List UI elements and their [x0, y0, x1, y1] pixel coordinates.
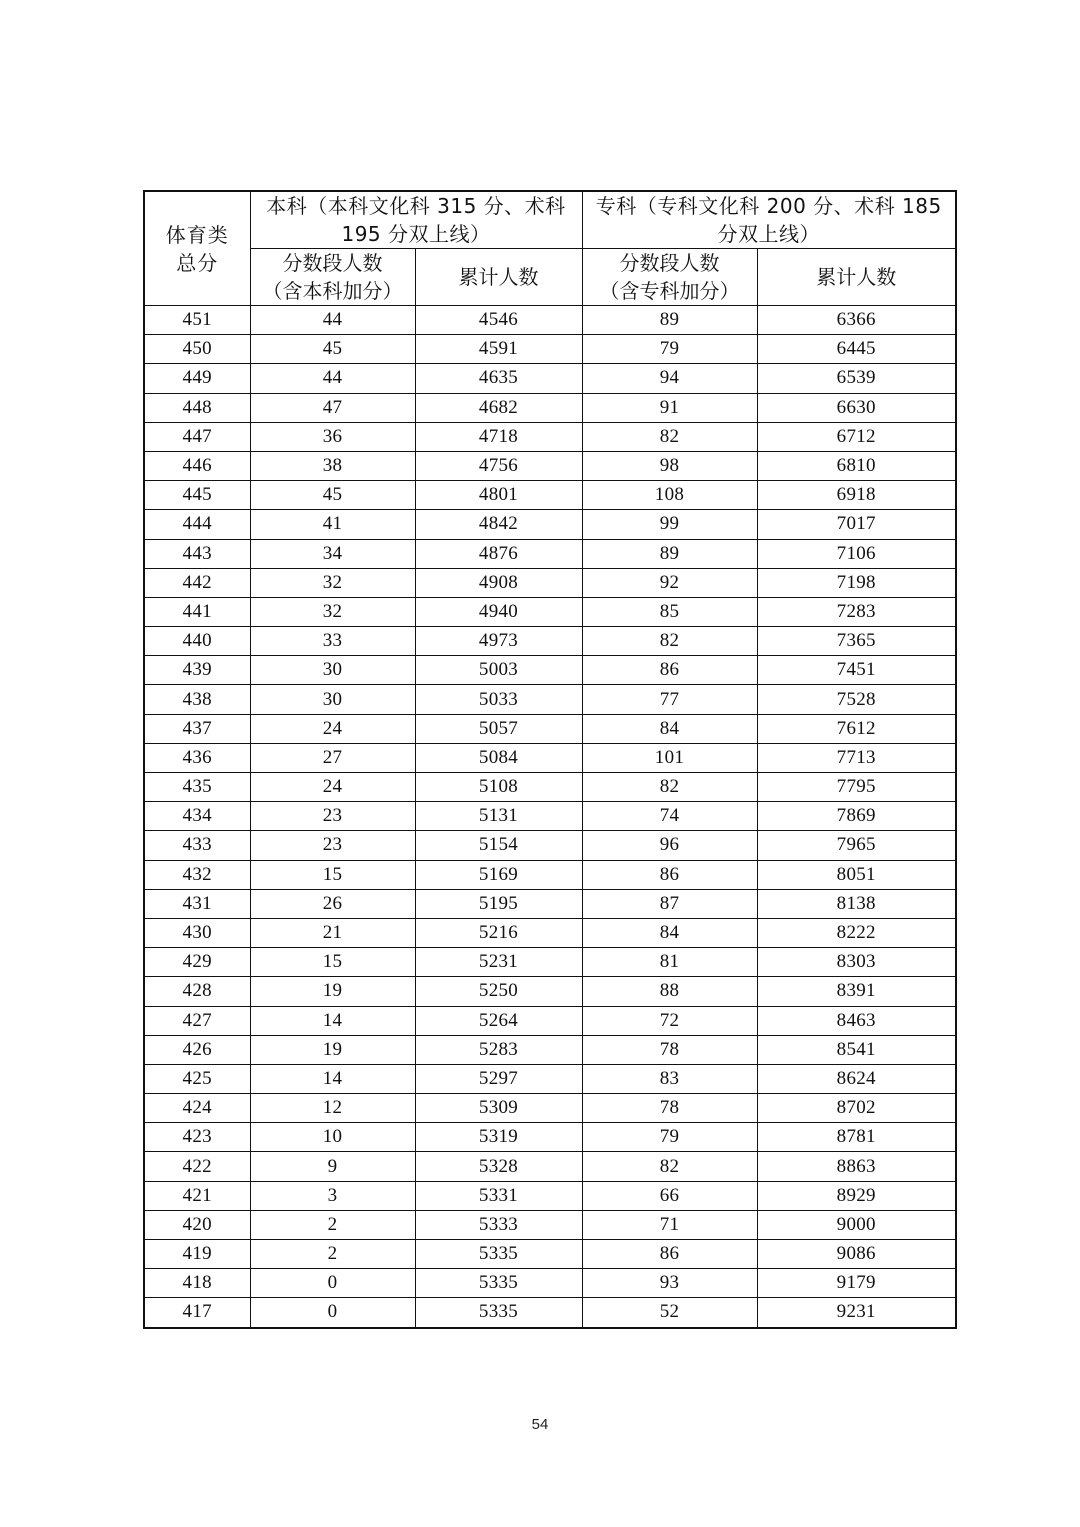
cell-zhuanke-count: 79	[582, 335, 757, 364]
table-row	[144, 656, 956, 685]
cell-zhuanke-count: 101	[582, 743, 757, 772]
cell-zhuanke-count: 87	[582, 889, 757, 918]
cell-benke-cumulative: 5231	[415, 948, 582, 977]
cell-benke-cumulative: 5108	[415, 773, 582, 802]
cell-total-score: 434	[144, 802, 250, 831]
cell-total-score: 440	[144, 627, 250, 656]
cell-zhuanke-count: 52	[582, 1298, 757, 1328]
cell-benke-count: 9	[250, 1152, 415, 1181]
cell-benke-cumulative: 5333	[415, 1210, 582, 1239]
table-body	[144, 306, 956, 1328]
cell-benke-cumulative: 4973	[415, 627, 582, 656]
cell-benke-count: 32	[250, 597, 415, 626]
cell-benke-count: 30	[250, 656, 415, 685]
cell-benke-count: 27	[250, 743, 415, 772]
cell-benke-count: 32	[250, 568, 415, 597]
cell-zhuanke-count: 88	[582, 977, 757, 1006]
cell-benke-cumulative: 5216	[415, 918, 582, 947]
cell-zhuanke-cumulative: 7283	[757, 597, 956, 626]
cell-benke-cumulative: 5331	[415, 1181, 582, 1210]
table-row	[144, 364, 956, 393]
cell-total-score: 421	[144, 1181, 250, 1210]
cell-benke-count: 38	[250, 451, 415, 480]
header-zhuanke-count-line1: 分数段人数	[619, 251, 720, 275]
header-total-score	[144, 191, 250, 306]
cell-zhuanke-count: 78	[582, 1094, 757, 1123]
cell-zhuanke-cumulative: 6630	[757, 393, 956, 422]
table-row	[144, 889, 956, 918]
cell-zhuanke-cumulative: 7965	[757, 831, 956, 860]
cell-zhuanke-cumulative: 7017	[757, 510, 956, 539]
table-row	[144, 714, 956, 743]
cell-benke-count: 24	[250, 714, 415, 743]
cell-total-score: 428	[144, 977, 250, 1006]
cell-zhuanke-cumulative: 7869	[757, 802, 956, 831]
table-row	[144, 568, 956, 597]
cell-benke-count: 45	[250, 335, 415, 364]
table-row	[144, 831, 956, 860]
cell-zhuanke-cumulative: 8624	[757, 1064, 956, 1093]
cell-total-score: 433	[144, 831, 250, 860]
cell-zhuanke-count: 72	[582, 1006, 757, 1035]
cell-benke-count: 2	[250, 1210, 415, 1239]
cell-zhuanke-cumulative: 7198	[757, 568, 956, 597]
cell-benke-count: 36	[250, 422, 415, 451]
cell-zhuanke-cumulative: 8303	[757, 948, 956, 977]
cell-zhuanke-count: 108	[582, 481, 757, 510]
cell-zhuanke-cumulative: 9231	[757, 1298, 956, 1328]
table-row	[144, 1298, 956, 1328]
cell-total-score: 418	[144, 1269, 250, 1298]
cell-total-score: 446	[144, 451, 250, 480]
header-benke-cumulative: 累计人数	[415, 249, 582, 306]
header-benke-group: 本科（本科文化科 315 分、术科 195 分双上线）	[250, 191, 582, 249]
header-zhuanke-count-line2: （含专科加分）	[599, 279, 740, 303]
cell-zhuanke-cumulative: 7451	[757, 656, 956, 685]
cell-zhuanke-count: 96	[582, 831, 757, 860]
cell-benke-cumulative: 4591	[415, 335, 582, 364]
cell-benke-count: 26	[250, 889, 415, 918]
cell-zhuanke-count: 84	[582, 918, 757, 947]
cell-total-score: 451	[144, 306, 250, 335]
table-row	[144, 481, 956, 510]
header-benke-count	[250, 249, 415, 306]
cell-total-score: 432	[144, 860, 250, 889]
cell-zhuanke-cumulative: 8138	[757, 889, 956, 918]
cell-zhuanke-count: 89	[582, 539, 757, 568]
cell-total-score: 422	[144, 1152, 250, 1181]
cell-zhuanke-cumulative: 7528	[757, 685, 956, 714]
cell-zhuanke-cumulative: 6712	[757, 422, 956, 451]
cell-zhuanke-count: 82	[582, 422, 757, 451]
table-row	[144, 685, 956, 714]
cell-zhuanke-cumulative: 6918	[757, 481, 956, 510]
table-row	[144, 627, 956, 656]
cell-benke-cumulative: 5328	[415, 1152, 582, 1181]
cell-benke-count: 21	[250, 918, 415, 947]
cell-zhuanke-count: 86	[582, 860, 757, 889]
header-zhuanke-count	[582, 249, 757, 306]
cell-benke-cumulative: 4908	[415, 568, 582, 597]
table-row	[144, 451, 956, 480]
header-benke-count-line1: 分数段人数	[282, 251, 383, 275]
table-row	[144, 597, 956, 626]
cell-zhuanke-count: 66	[582, 1181, 757, 1210]
cell-benke-count: 0	[250, 1298, 415, 1328]
header-zhuanke-group: 专科（专科文化科 200 分、术科 185 分双上线）	[582, 191, 956, 249]
cell-total-score: 443	[144, 539, 250, 568]
cell-zhuanke-count: 81	[582, 948, 757, 977]
cell-zhuanke-cumulative: 8222	[757, 918, 956, 947]
cell-benke-cumulative: 4940	[415, 597, 582, 626]
cell-zhuanke-cumulative: 7795	[757, 773, 956, 802]
cell-zhuanke-cumulative: 8702	[757, 1094, 956, 1123]
cell-benke-count: 14	[250, 1064, 415, 1093]
cell-total-score: 423	[144, 1123, 250, 1152]
cell-benke-cumulative: 5309	[415, 1094, 582, 1123]
cell-zhuanke-count: 99	[582, 510, 757, 539]
cell-total-score: 448	[144, 393, 250, 422]
header-benke-count-line2: （含本科加分）	[262, 279, 403, 303]
cell-total-score: 441	[144, 597, 250, 626]
cell-total-score: 438	[144, 685, 250, 714]
cell-zhuanke-cumulative: 6810	[757, 451, 956, 480]
cell-zhuanke-cumulative: 8863	[757, 1152, 956, 1181]
cell-zhuanke-count: 92	[582, 568, 757, 597]
header-zhuanke-cumulative: 累计人数	[757, 249, 956, 306]
cell-benke-count: 23	[250, 802, 415, 831]
cell-benke-cumulative: 5335	[415, 1269, 582, 1298]
table-row	[144, 802, 956, 831]
cell-benke-cumulative: 5297	[415, 1064, 582, 1093]
cell-total-score: 425	[144, 1064, 250, 1093]
table-row	[144, 306, 956, 335]
header-total-score-line2: 总分	[176, 250, 219, 275]
cell-benke-count: 30	[250, 685, 415, 714]
cell-benke-cumulative: 5131	[415, 802, 582, 831]
cell-benke-count: 15	[250, 948, 415, 977]
cell-zhuanke-cumulative: 8781	[757, 1123, 956, 1152]
cell-total-score: 426	[144, 1035, 250, 1064]
cell-zhuanke-count: 83	[582, 1064, 757, 1093]
cell-benke-count: 19	[250, 977, 415, 1006]
cell-total-score: 424	[144, 1094, 250, 1123]
table-row	[144, 773, 956, 802]
table-row	[144, 1064, 956, 1093]
cell-benke-count: 3	[250, 1181, 415, 1210]
cell-benke-cumulative: 4842	[415, 510, 582, 539]
cell-benke-count: 24	[250, 773, 415, 802]
table-header	[144, 191, 956, 306]
cell-zhuanke-cumulative: 7612	[757, 714, 956, 743]
cell-benke-cumulative: 4718	[415, 422, 582, 451]
cell-zhuanke-count: 82	[582, 1152, 757, 1181]
cell-zhuanke-count: 78	[582, 1035, 757, 1064]
cell-benke-count: 44	[250, 364, 415, 393]
cell-benke-count: 47	[250, 393, 415, 422]
cell-benke-count: 34	[250, 539, 415, 568]
cell-zhuanke-cumulative: 7365	[757, 627, 956, 656]
cell-benke-cumulative: 5335	[415, 1240, 582, 1269]
cell-total-score: 439	[144, 656, 250, 685]
cell-benke-cumulative: 4801	[415, 481, 582, 510]
table-row	[144, 977, 956, 1006]
cell-total-score: 447	[144, 422, 250, 451]
cell-total-score: 449	[144, 364, 250, 393]
cell-benke-count: 19	[250, 1035, 415, 1064]
cell-zhuanke-count: 82	[582, 773, 757, 802]
cell-benke-count: 44	[250, 306, 415, 335]
cell-zhuanke-cumulative: 7106	[757, 539, 956, 568]
cell-zhuanke-cumulative: 9000	[757, 1210, 956, 1239]
cell-zhuanke-count: 86	[582, 1240, 757, 1269]
table-row	[144, 510, 956, 539]
cell-benke-cumulative: 5195	[415, 889, 582, 918]
cell-total-score: 417	[144, 1298, 250, 1328]
table-row	[144, 335, 956, 364]
cell-zhuanke-cumulative: 6445	[757, 335, 956, 364]
table-row	[144, 1240, 956, 1269]
cell-total-score: 430	[144, 918, 250, 947]
cell-benke-cumulative: 5283	[415, 1035, 582, 1064]
cell-benke-count: 12	[250, 1094, 415, 1123]
cell-benke-cumulative: 4756	[415, 451, 582, 480]
cell-zhuanke-cumulative: 8541	[757, 1035, 956, 1064]
cell-zhuanke-count: 79	[582, 1123, 757, 1152]
table-row	[144, 393, 956, 422]
table-row	[144, 539, 956, 568]
cell-benke-cumulative: 4876	[415, 539, 582, 568]
cell-benke-cumulative: 5084	[415, 743, 582, 772]
cell-zhuanke-count: 89	[582, 306, 757, 335]
cell-benke-count: 14	[250, 1006, 415, 1035]
cell-benke-cumulative: 5264	[415, 1006, 582, 1035]
cell-zhuanke-cumulative: 9179	[757, 1269, 956, 1298]
table-row	[144, 1094, 956, 1123]
cell-total-score: 419	[144, 1240, 250, 1269]
cell-zhuanke-count: 71	[582, 1210, 757, 1239]
cell-benke-cumulative: 5335	[415, 1298, 582, 1328]
cell-benke-cumulative: 4682	[415, 393, 582, 422]
table-row	[144, 1035, 956, 1064]
cell-total-score: 450	[144, 335, 250, 364]
score-distribution-table	[143, 190, 957, 1329]
cell-zhuanke-count: 85	[582, 597, 757, 626]
cell-total-score: 442	[144, 568, 250, 597]
cell-total-score: 437	[144, 714, 250, 743]
cell-total-score: 435	[144, 773, 250, 802]
cell-benke-count: 15	[250, 860, 415, 889]
cell-zhuanke-cumulative: 6366	[757, 306, 956, 335]
cell-benke-count: 0	[250, 1269, 415, 1298]
cell-zhuanke-count: 91	[582, 393, 757, 422]
cell-benke-count: 23	[250, 831, 415, 860]
header-row-columns	[144, 249, 956, 306]
cell-benke-cumulative: 5250	[415, 977, 582, 1006]
cell-benke-cumulative: 5154	[415, 831, 582, 860]
cell-benke-count: 2	[250, 1240, 415, 1269]
header-total-score-line1: 体育类	[165, 222, 229, 247]
table-row	[144, 948, 956, 977]
cell-zhuanke-count: 77	[582, 685, 757, 714]
cell-zhuanke-count: 94	[582, 364, 757, 393]
table-row	[144, 422, 956, 451]
table-row	[144, 1123, 956, 1152]
cell-total-score: 429	[144, 948, 250, 977]
cell-zhuanke-cumulative: 8929	[757, 1181, 956, 1210]
cell-zhuanke-cumulative: 8463	[757, 1006, 956, 1035]
cell-benke-cumulative: 5003	[415, 656, 582, 685]
cell-zhuanke-cumulative: 9086	[757, 1240, 956, 1269]
cell-zhuanke-count: 93	[582, 1269, 757, 1298]
cell-zhuanke-cumulative: 6539	[757, 364, 956, 393]
cell-total-score: 445	[144, 481, 250, 510]
table-row	[144, 860, 956, 889]
cell-total-score: 444	[144, 510, 250, 539]
table-row	[144, 918, 956, 947]
cell-zhuanke-cumulative: 8051	[757, 860, 956, 889]
cell-benke-cumulative: 4635	[415, 364, 582, 393]
cell-total-score: 436	[144, 743, 250, 772]
cell-zhuanke-count: 86	[582, 656, 757, 685]
cell-benke-cumulative: 5033	[415, 685, 582, 714]
table-row	[144, 1152, 956, 1181]
table-row	[144, 1181, 956, 1210]
cell-total-score: 431	[144, 889, 250, 918]
cell-benke-cumulative: 4546	[415, 306, 582, 335]
cell-benke-count: 45	[250, 481, 415, 510]
header-row-groups	[144, 191, 956, 249]
cell-zhuanke-count: 84	[582, 714, 757, 743]
page-number: 54	[531, 1416, 549, 1433]
table-row	[144, 743, 956, 772]
table-row	[144, 1269, 956, 1298]
table-row	[144, 1006, 956, 1035]
cell-zhuanke-cumulative: 8391	[757, 977, 956, 1006]
cell-benke-count: 33	[250, 627, 415, 656]
cell-benke-cumulative: 5169	[415, 860, 582, 889]
cell-total-score: 427	[144, 1006, 250, 1035]
cell-zhuanke-count: 82	[582, 627, 757, 656]
cell-benke-count: 10	[250, 1123, 415, 1152]
cell-zhuanke-count: 98	[582, 451, 757, 480]
cell-benke-cumulative: 5057	[415, 714, 582, 743]
cell-zhuanke-count: 74	[582, 802, 757, 831]
table-row	[144, 1210, 956, 1239]
cell-total-score: 420	[144, 1210, 250, 1239]
cell-benke-count: 41	[250, 510, 415, 539]
cell-zhuanke-cumulative: 7713	[757, 743, 956, 772]
cell-benke-cumulative: 5319	[415, 1123, 582, 1152]
